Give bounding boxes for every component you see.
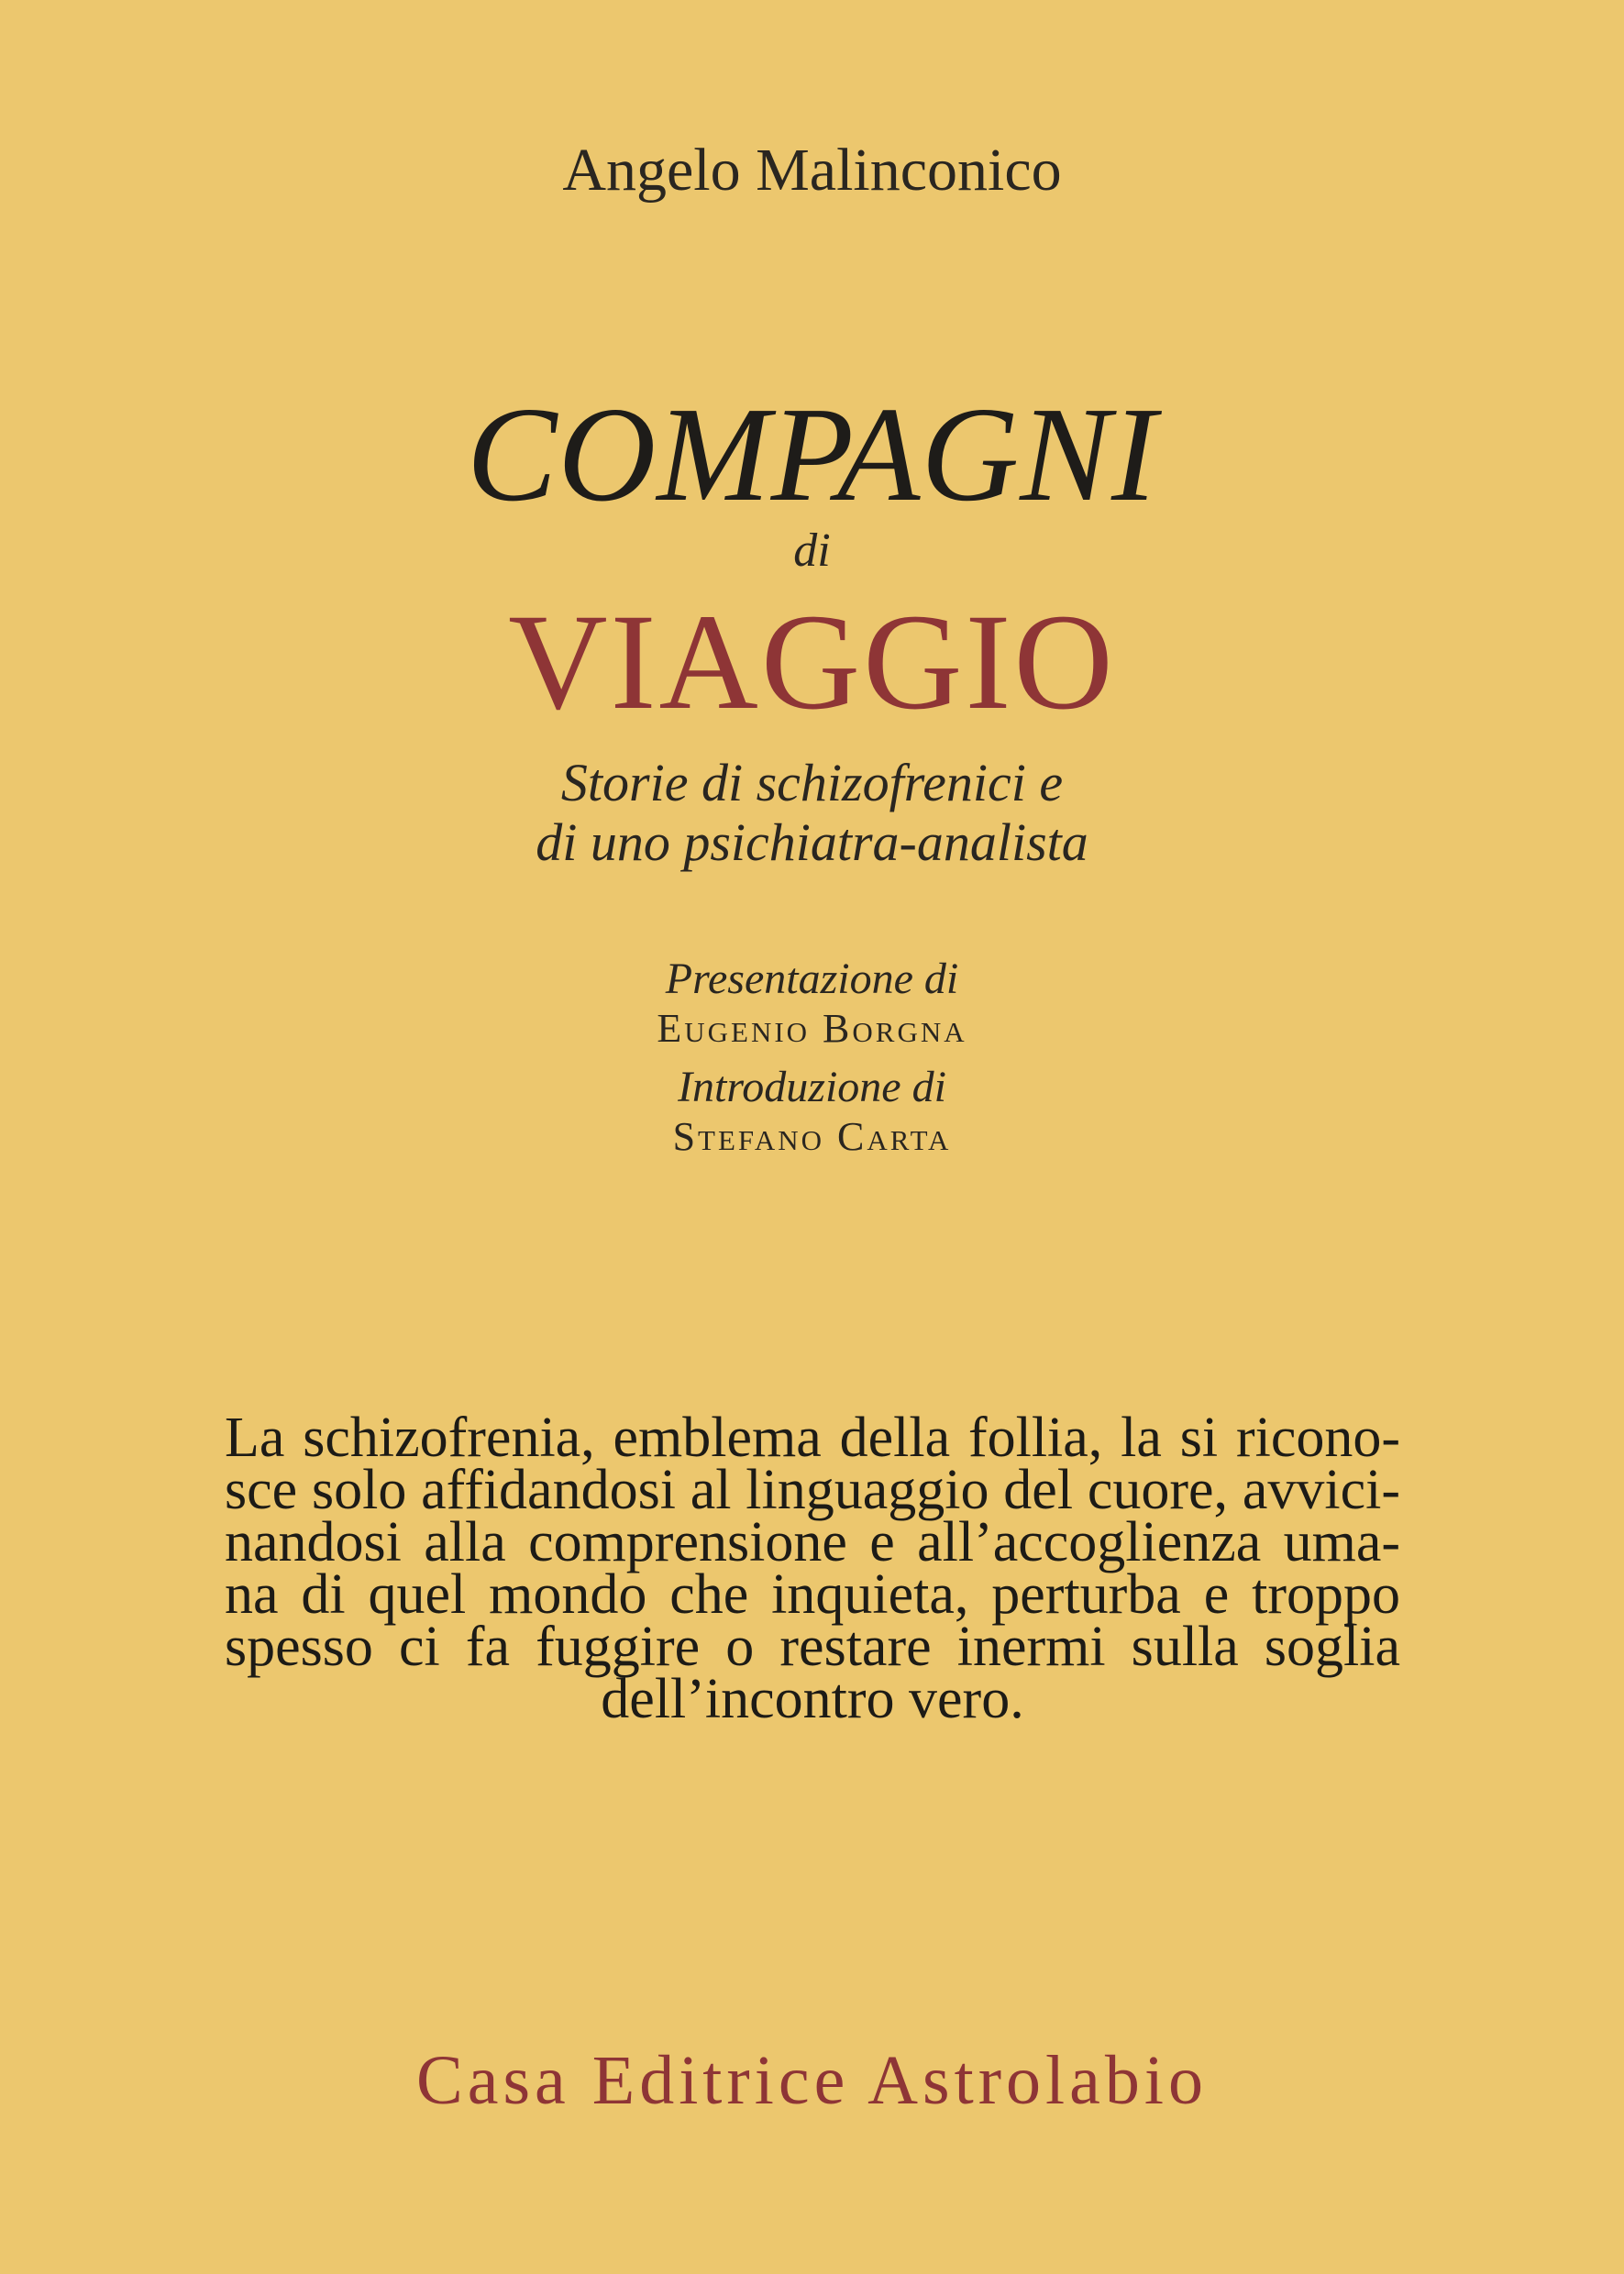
blurb-line: na di quel mondo che inquieta, perturba e troppo <box>225 1563 1400 1626</box>
introduction-name: Stefano Carta <box>672 1114 952 1159</box>
presentation-label: Presentazione di <box>665 955 959 1003</box>
introduction-label: Introduzione di <box>678 1063 946 1111</box>
cover-blurb <box>225 1407 1400 1730</box>
blurb-line: La schizofrenia, emblema della follia, la si ricono- <box>225 1407 1400 1469</box>
subtitle-line-1: Storie di schizofrenici e <box>560 753 1064 812</box>
author-name: Angelo Malinconico <box>562 137 1062 204</box>
blurb-line: spesso ci fa fuggire o restare inermi sulla soglia <box>225 1616 1400 1678</box>
title-viaggio: VIAGGIO <box>508 586 1116 738</box>
blurb-line: sce solo affidandosi al linguaggio del cuore, avvici- <box>225 1459 1400 1521</box>
subtitle-line-2: di uno psichiatra-analista <box>536 811 1088 872</box>
presentation-name: Eugenio Borgna <box>657 1006 967 1051</box>
subtitle <box>0 754 1624 873</box>
blurb-line: dell’incontro vero. <box>601 1668 1024 1730</box>
title-compagni: COMPAGNI <box>466 380 1158 530</box>
title-connector: di <box>793 524 831 577</box>
blurb-line: nandosi alla comprensione e all’accoglienza uma- <box>225 1511 1400 1573</box>
publisher-name: Casa Editrice Astrolabio <box>416 2042 1208 2119</box>
